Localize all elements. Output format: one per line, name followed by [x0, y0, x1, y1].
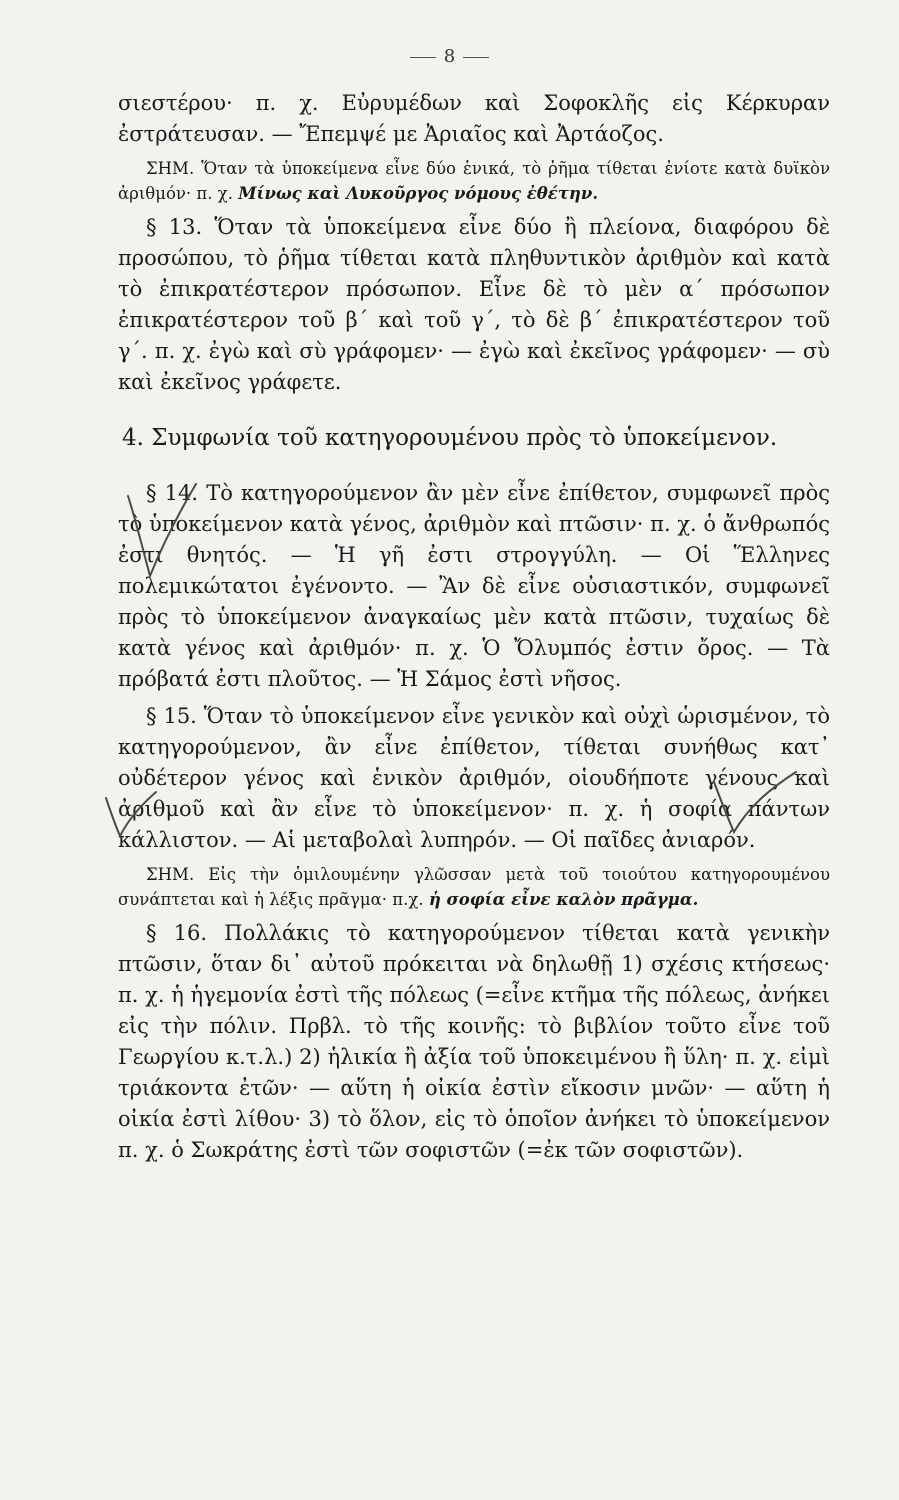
note-lead: ΣΗΜ. — [146, 159, 195, 178]
section-16: § 16. Πολλάκις τὸ κατηγορούμενον τίθεται κατὰ γενικὴν πτῶσιν, ὅταν δι᾽ αὐτοῦ πρόκειται νὰ δηλωθῇ 1) σχέσις κτήσεως· π. χ. ἡ ἡγεμονία ἐστὶ τῆς πόλεως (=εἶνε κτῆμα τῆς πόλεως, ἀνήκει εἰς τὴν πόλιν. Πρβλ. τὸ τῆς κοινῆς: τὸ βιβλίον τοῦτο εἶνε τοῦ Γεωργίου κ.τ.λ.) 2) ἡλικία ἢ ἀξία τοῦ ὑποκειμένου ἢ ὕλη· π. χ. εἰμὶ τριάκοντα ἐτῶν· — αὕτη ἡ οἰκία ἐστὶν εἴκοσιν μνῶν· — αὕτη ἡ οἰκία ἐστὶ λίθου· 3) τὸ ὅλον, εἰς τὸ ὁποῖον ἀνήκει τὸ ὑποκείμενον π. χ. ὁ Σωκράτης ἐστὶ τῶν σοφιστῶν (=ἐκ τῶν σοφιστῶν). — [118, 921, 830, 1162]
page-body — [118, 88, 830, 1166]
note-dual-number — [118, 156, 830, 206]
page-number: 8 — [443, 46, 456, 67]
check-mark-heading — [122, 476, 202, 586]
paragraph-continuation: σιεστέρου· π. χ. Εὐρυμέδων καὶ Σοφοκλῆς εἰς Κέρκυραν ἐστράτευσαν. — Ἔπεμψέ με Ἀριαῖος καὶ Ἀρτάοζος. — [118, 91, 830, 146]
note-text: Ὅταν τὰ ὑποκείμενα εἶνε δύο ἑνικά, τὸ ῥῆμα τίθεται ἐνίοτε κατὰ δυϊκὸν ἀριθμόν· π. χ. — [118, 159, 830, 203]
section-15: § 15. Ὅταν τὸ ὑποκείμενον εἶνε γενικὸν καὶ οὐχὶ ὡρισμένον, τὸ κατηγορούμενον, ἂν εἶνε ἐπίθετον, τίθεται συνήθως κατ᾽ οὐδέτερον γένος καὶ ἑνικὸν ἀριθμόν, οἱουδήποτε γένους καὶ ἀριθμοῦ καὶ ἂν εἶνε τὸ ὑποκείμενον· π. χ. ἡ σοφία πάντων κάλλιστον. — Αἱ μεταβολαὶ λυπηρόν. — Οἱ παῖδες ἀνιαρόν. — [118, 704, 830, 852]
folio-dash-left — [410, 57, 436, 58]
check-mark-right — [710, 768, 800, 838]
note-example: Μίνως καὶ Λυκοῦργος νόμους ἐθέτην. — [238, 184, 599, 203]
folio-dash-right — [463, 57, 489, 58]
chapter-heading: 4. Συμφωνία τοῦ κατηγορουμένου πρὸς τὸ ὑποκείμενον. — [122, 425, 778, 451]
section-14: § 14. Τὸ κατηγορούμενον ἂν μὲν εἶνε ἐπίθετον, συμφωνεῖ πρὸς τὸ ὑποκείμενον κατὰ γένος, ἀριθμὸν καὶ πτῶσιν· π. χ. ὁ ἄνθρωπός ἐστι θνητός. — Ἡ γῆ ἐστι στρογγύλη. — Οἱ Ἕλληνες πολεμικώτατοι ἐγένοντο. — Ἂν δὲ εἶνε οὐσιαστικόν, συμφωνεῖ πρὸς τὸ ὑποκείμενον ἀναγκαίως μὲν κατὰ πτῶσιν, τυχαίως δὲ κατὰ γένος καὶ ἀριθμόν· π. χ. Ὁ Ὄλυμπός ἐστιν ὄρος. — Τὰ πρόβατά ἐστι πλοῦτος. — Ἡ Σάμος ἐστὶ νῆσος. — [118, 481, 830, 691]
note-text: Εἰς τὴν ὁμιλουμένην γλῶσσαν μετὰ τοῦ τοιούτου κατηγορουμένου συνάπτεται καὶ ἡ λέξις πρᾶγμα· π.χ. — [118, 865, 830, 909]
page-folio — [0, 46, 899, 67]
note-example: ἡ σοφία εἶνε καλὸν πρᾶγμα. — [428, 890, 699, 909]
section-13: § 13. Ὅταν τὰ ὑποκείμενα εἶνε δύο ἢ πλείονα, διαφόρου δὲ προσώπου, τὸ ῥῆμα τίθεται κατὰ πληθυντικὸν ἀριθμὸν καὶ κατὰ τὸ ἐπικρατέστερον πρόσωπον. Εἶνε δὲ τὸ μὲν α΄ πρόσωπον ἐπικρατέστερον τοῦ β΄ καὶ τοῦ γ΄, τὸ δὲ β΄ ἐπικρατέστερον τοῦ γ΄. π. χ. ἐγὼ καὶ σὺ γράφομεν· — ἐγὼ καὶ ἐκεῖνος γράφομεν· — σὺ καὶ ἐκεῖνος γράφετε. — [118, 215, 830, 394]
check-mark-s15 — [100, 790, 160, 850]
note-lead: ΣΗΜ. — [146, 865, 195, 884]
note-pragma — [118, 862, 830, 912]
